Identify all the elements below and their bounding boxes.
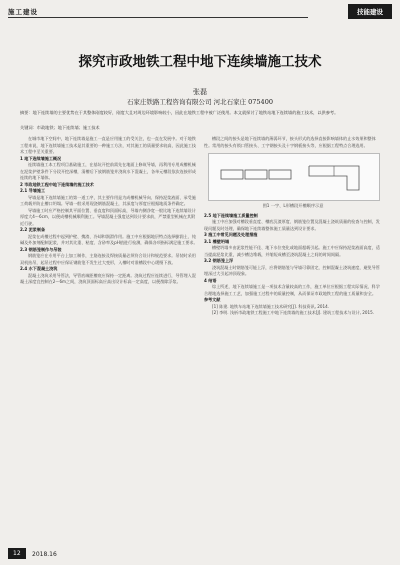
left-column xyxy=(20,136,198,286)
body-paragraph: 槽壁坍塌多由泥浆性能不佳、地下水位变化或地面超载引起。施工中应保持泥浆液面高度，适当提高泥浆比重，减少槽边堆载，并缩短成槽至浇筑混凝土之间的时间间隔。 xyxy=(204,245,380,257)
body-paragraph: 槽段之间的接头是地下连续墙的薄弱环节，接头形式的选择直接影响墙体的止水效果和整体性。常用的接头有锁口管接头、工字钢接头及十字钢板接头等，应根据工程特点合理选用。 xyxy=(204,136,376,148)
section-heading: 2.5 地下连续墙施工质量控制 xyxy=(204,212,258,218)
body-paragraph: 施工中应加强对槽段垂直度、槽底沉渣厚度、钢筋笼位置及混凝土浇筑质量的检查与控制，发现问题及时处理，确保地下连续墙整体施工质量达到设计要求。 xyxy=(204,219,380,231)
straight-panel xyxy=(245,170,267,179)
author-name: 张磊 xyxy=(193,88,207,96)
body-paragraph: [1] 陈建. 地铁车站地下连续墙施工技术研究[J]. 科技资讯, 2014. xyxy=(212,303,329,309)
page-number: 12 xyxy=(8,548,26,559)
body-paragraph: 综上所述，地下连续墙施工是一项技术含量较高的工作，施工单位应根据工程实际情况，科学合理地选择施工工艺，加强施工过程中的质量控制，从而保证市政地铁工程的施工质量和安全。 xyxy=(204,284,380,296)
body-paragraph: 钢筋笼应在专用平台上加工制作，主筋连接及焊接质量必须符合设计和规范要求。吊装时采用双机抬吊，起吊过程中应保证钢筋笼不发生过大变形，入槽时对准槽段中心缓慢下放。 xyxy=(20,253,196,265)
right-column xyxy=(204,136,382,317)
issue-number: 2018.16 xyxy=(32,551,57,558)
column-tag: 技能建设 xyxy=(348,4,392,19)
body-paragraph: 导墙是地下连续墙施工的第一道工序，其主要作用是为成槽机械导向、保持泥浆液面、承受施工荷载并防止槽口坍塌。导墙一般采用现浇钢筋混凝土，其深度与厚度应根据地质条件确定。 xyxy=(20,194,196,206)
section-header: 施工建设 xyxy=(8,8,38,16)
body-paragraph: 在城市地下空间中，地下连续墙是施工一直是应用施工的受关注，也一直在发展中。对于地铁工程来说，地下连续墙施工技术是其重要的一种施工方法，对其施工的质量要求较高，因此施工技术工程中至关重要。 xyxy=(20,136,197,154)
section-heading: 2.1 导墙施工 xyxy=(20,188,46,193)
straight-panel xyxy=(269,170,291,179)
straight-panel xyxy=(221,170,243,179)
section-heading: 3.2 钢筋笼上浮 xyxy=(204,258,234,263)
body-paragraph: 连续墙施工本工程项目基础施工，在基坑开挖前需先在地面上修筑导墙，再利用专用成槽机械在泥浆护壁条件下分段开挖深槽，清槽后下放钢筋笼并浇筑水下混凝土，各单元槽段依次连接形成连续的地下墙体。 xyxy=(20,162,197,180)
body-paragraph: 混凝土浇筑采用导管法，导管底端距槽底应保持一定距离。浇筑过程应连续进行，导管埋入混凝土深度宜控制在2～6m之间，浇筑顶面标高应高出设计标高一定高度，以便凿除浮浆。 xyxy=(20,272,196,284)
figure-caption: 图1 一字、L形槽段开槽顺序示意 xyxy=(262,203,324,208)
section-heading: 2.4 水下混凝土浇筑 xyxy=(20,266,58,271)
body-paragraph: 浇筑混凝土时钢筋笼可能上浮，应将钢筋笼与导墙可靠固定，控制混凝土浇筑速度，避免导管埋深过大引起冲顶现象。 xyxy=(204,264,380,276)
section-heading: 2.3 钢筋笼制作与吊装 xyxy=(20,246,62,252)
section-heading: 1 地下连续墙施工概况 xyxy=(20,155,62,161)
body-paragraph: 导墙施工时应严格控制其平面位置、垂直度和顶面标高，导墙内侧净宽一般比地下连续墙设计厚度大4～6cm，以便成槽机械顺利施工。导墙混凝土强度达到设计要求前，严禁重型机械在其附近行驶。 xyxy=(20,207,196,226)
article-title: 探究市政地铁工程中地下连续墙施工技术 xyxy=(78,54,322,70)
author-affiliation: 石家庄铁路工程咨询有限公司 河北石家庄 075400 xyxy=(127,98,273,106)
section-heading: 2.2 泥浆制备 xyxy=(20,227,46,232)
figure-svg xyxy=(209,154,379,200)
body-paragraph: [2] 李明. 浅析市政地铁工程施工中地下连续墙的施工技术[J]. 建筑工程技术与设计, 2015. xyxy=(212,310,375,315)
keywords: 关键词：市政地铁；地下连续墙；施工技术 xyxy=(20,125,100,130)
header-rule xyxy=(8,17,308,18)
section-heading: 参考文献 xyxy=(204,297,221,302)
section-heading: 3.1 槽壁坍塌 xyxy=(204,238,230,244)
abstract: 摘要：地下连续墙的主要优势在于其整体刚度较好，刚度大且对周边环境影响较小，因此在地铁工程中被广泛使用。本文就探讨了地铁站地下连续墙的施工技术，以供参考。 xyxy=(20,110,339,115)
section-heading: 3 施工中常见问题及处理措施 xyxy=(204,232,258,237)
figure-diagram xyxy=(208,153,380,201)
section-heading: 2 市政地铁工程中地下连续墙的施工技术 xyxy=(20,181,94,187)
body-paragraph: 泥浆在成槽过程中起到护壁、携渣、冷却和润滑作用。施工中应根据地层特点选择膨润土、纯碱及外加剂配制泥浆，并对其比重、粘度、含砂率及pH值进行检测，确保各项指标满足施工要求。 xyxy=(20,233,198,245)
section-heading: 4 结语 xyxy=(204,277,217,283)
